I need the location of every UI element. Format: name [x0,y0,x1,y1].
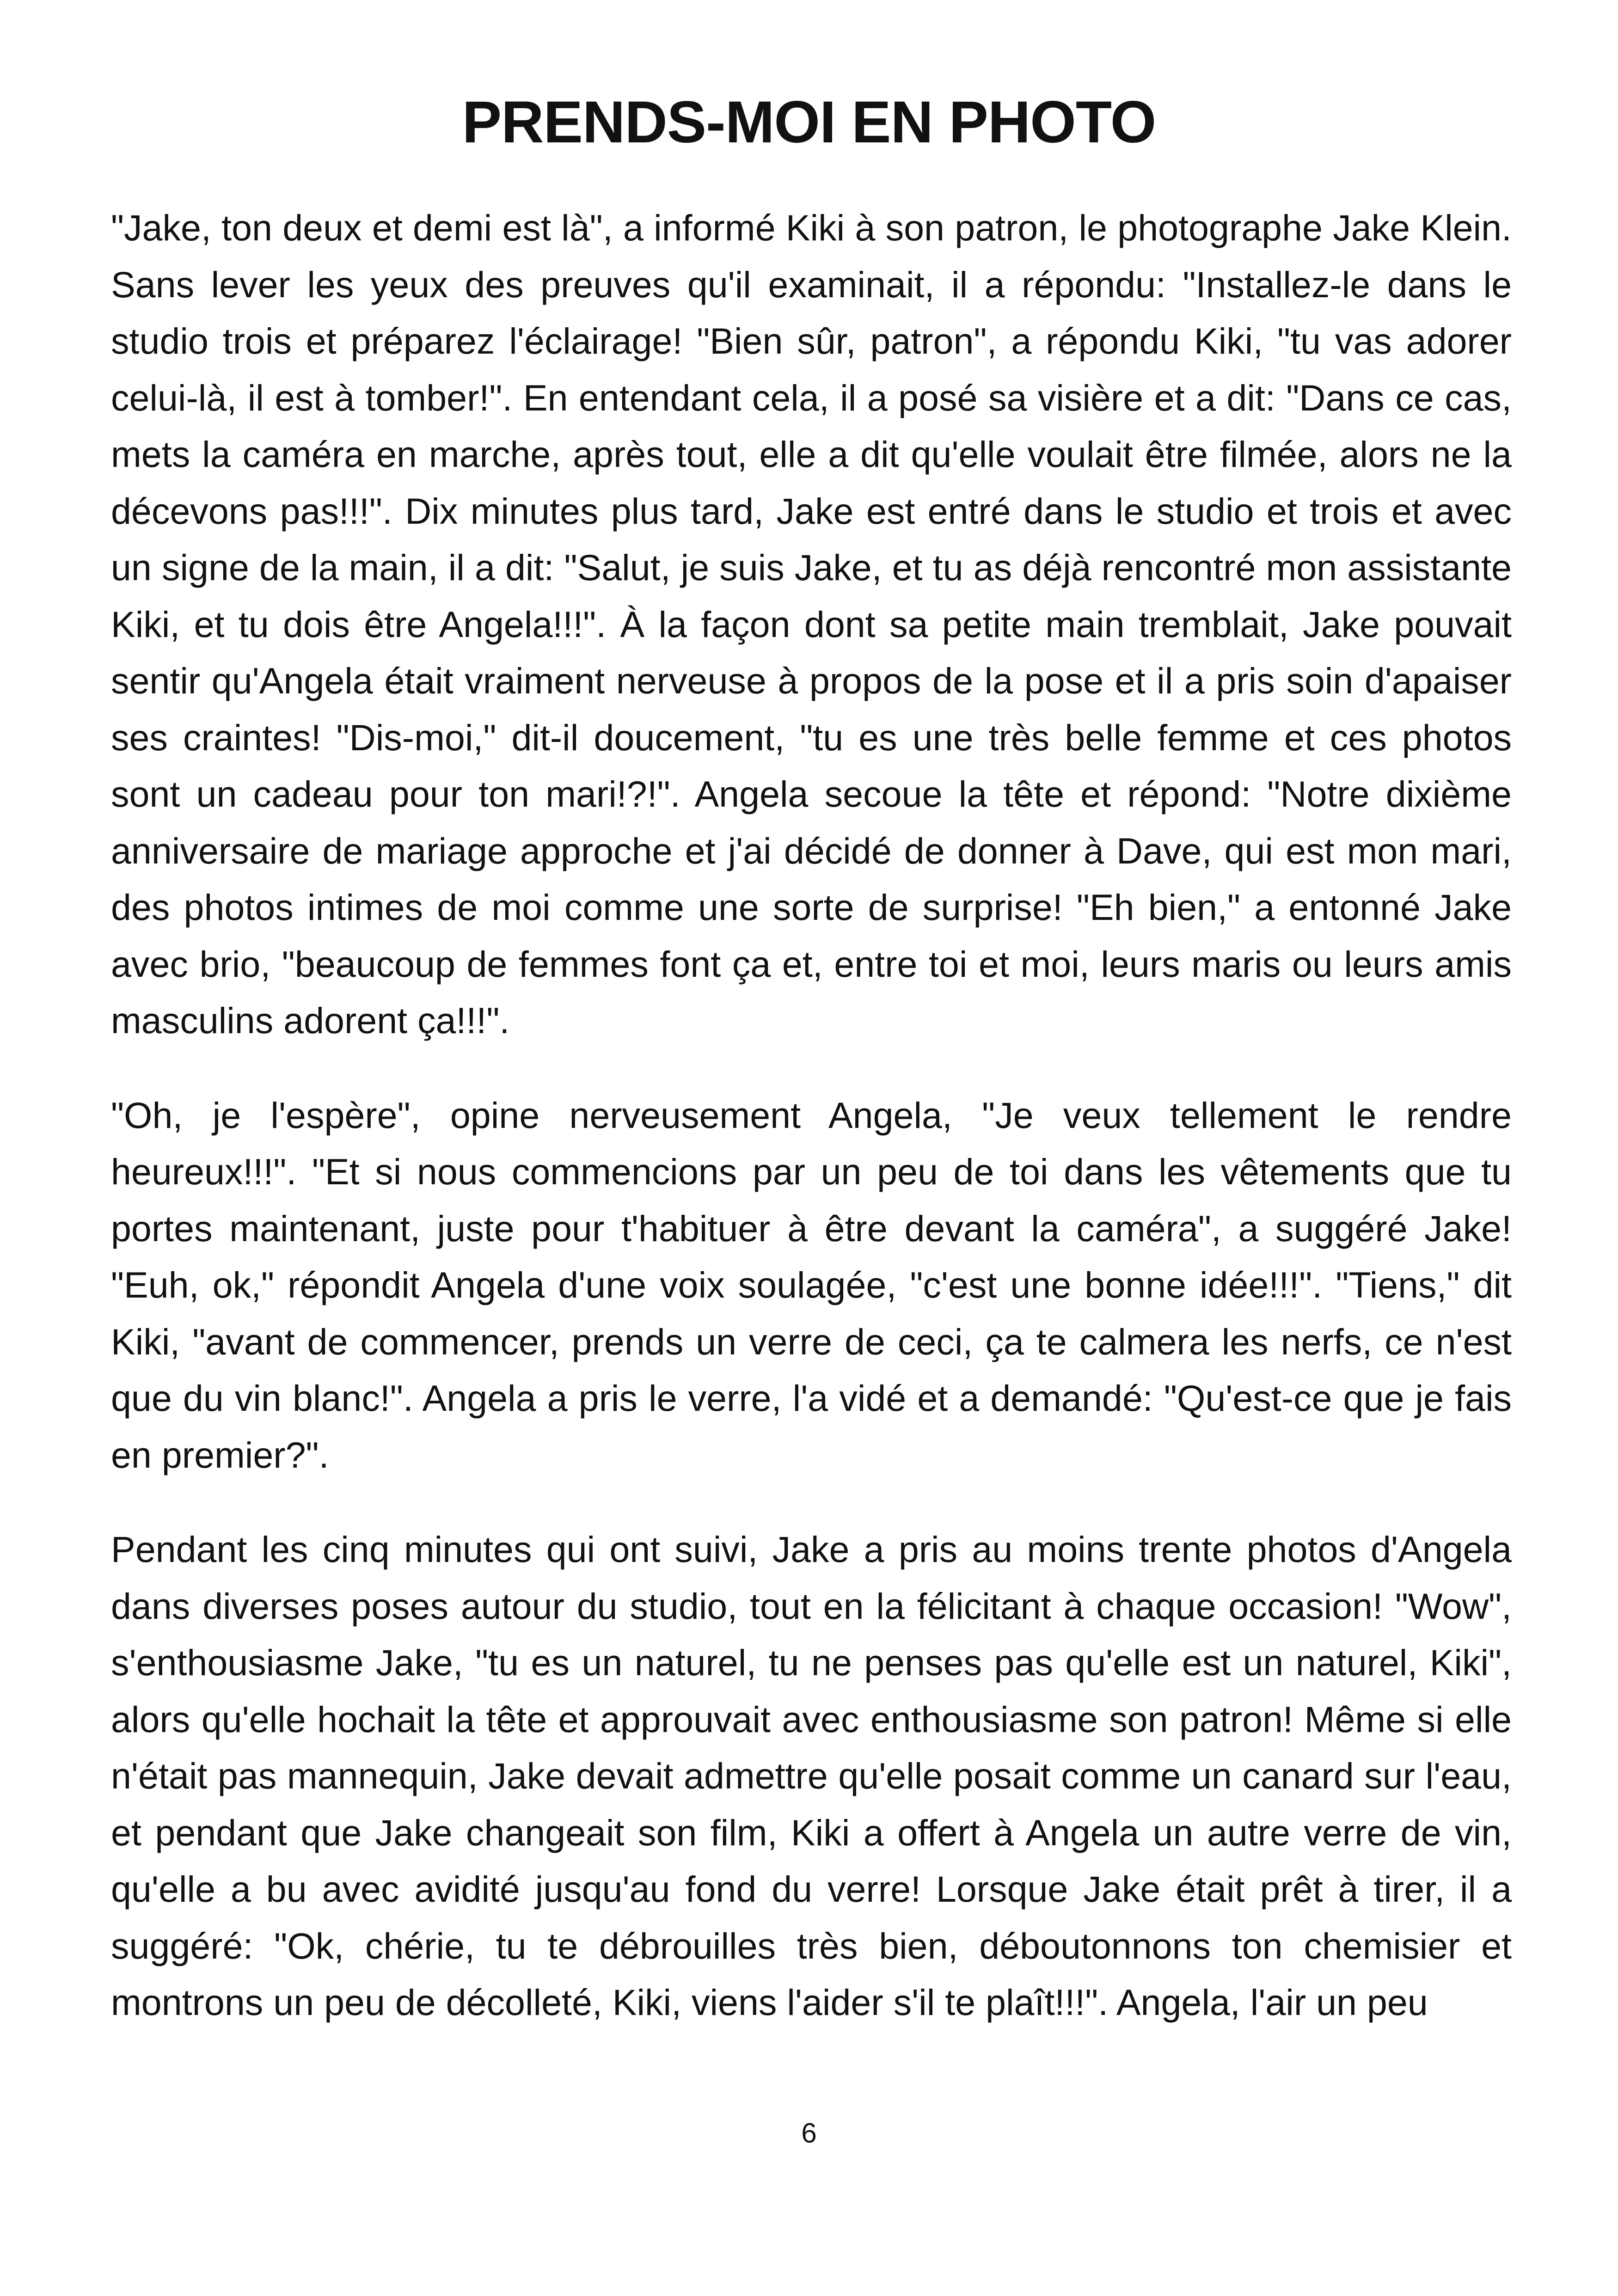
paragraph-3: Pendant les cinq minutes qui ont suivi, Jake a pris au moins trente photos d'Angela dans diverses poses autour du studio, tout en la félicitant à chaque occasion! "Wow", s'enthousiasme Jake, "tu es un naturel, tu ne penses pas qu'elle est un naturel, Kiki", alors qu'elle hochait la tête et approuvait avec enthousiasme son patron! Même si elle n'était pas mannequin, Jake devait admettre qu'elle posait comme un canard sur l'eau, et pendant que Jake changeait son film, Kiki a offert à Angela un autre verre de vin, qu'elle a bu avec avidité jusqu'au fond du verre! Lorsque Jake était prêt à tirer, il a suggéré: "Ok, chérie, tu te débrouilles très bien, déboutonnons ton chemisier et montrons un peu de décolleté, Kiki, viens l'aider s'il te plaît!!!". Angela, l'air un peu [111,1529,1512,2023]
document-title: PRENDS-MOI EN PHOTO [462,89,1156,155]
paragraph-1: "Jake, ton deux et demi est là", a informé Kiki à son patron, le photographe Jake Klein. Sans lever les yeux des preuves qu'il examinait, il a répondu: "Installez-le dans le studio trois et préparez l'éclairage! "Bien sûr, patron", a répondu Kiki, "tu vas adorer celui-là, il est à tomber!". En entendant cela, il a posé sa visière et a dit: "Dans ce cas, mets la caméra en marche, après tout, elle a dit qu'elle voulait être filmée, alors ne la décevons pas!!!". Dix minutes plus tard, Jake est entré dans le studio et trois et avec un signe de la main, il a dit: "Salut, je suis Jake, et tu as déjà rencontré mon assistante Kiki, et tu dois être Angela!!!". À la façon dont sa petite main tremblait, Jake pouvait sentir qu'Angela était vraiment nerveuse à propos de la pose et il a pris soin d'apaiser ses craintes! "Dis-moi," dit-il doucement, "tu es une très belle femme et ces photos sont un cadeau pour ton mari!?!". Angela secoue la tête et répond: "Notre dixième anniversaire de mariage approche et j'ai décidé de donner à Dave, qui est mon mari, des photos intimes de moi comme une sorte de surprise! "Eh bien," a entonné Jake avec brio, "beaucoup de femmes font ça et, entre toi et moi, leurs maris ou leurs amis masculins adorent ça!!!". [111,207,1512,1041]
paragraph-2: "Oh, je l'espère", opine nerveusement Angela, "Je veux tellement le rendre heureux!!!". "Et si nous commencions par un peu de toi dans les vêtements que tu portes maintenant, juste pour t'habituer à être devant la caméra", a suggéré Jake! "Euh, ok," répondit Angela d'une voix soulagée, "c'est une bonne idée!!!". "Tiens," dit Kiki, "avant de commencer, prends un verre de ceci, ça te calmera les nerfs, ce n'est que du vin blanc!". Angela a pris le verre, l'a vidé et a demandé: "Qu'est-ce que je fais en premier?". [111,1094,1512,1476]
document-body [111,200,1512,2031]
page-number: 6 [801,2118,817,2149]
